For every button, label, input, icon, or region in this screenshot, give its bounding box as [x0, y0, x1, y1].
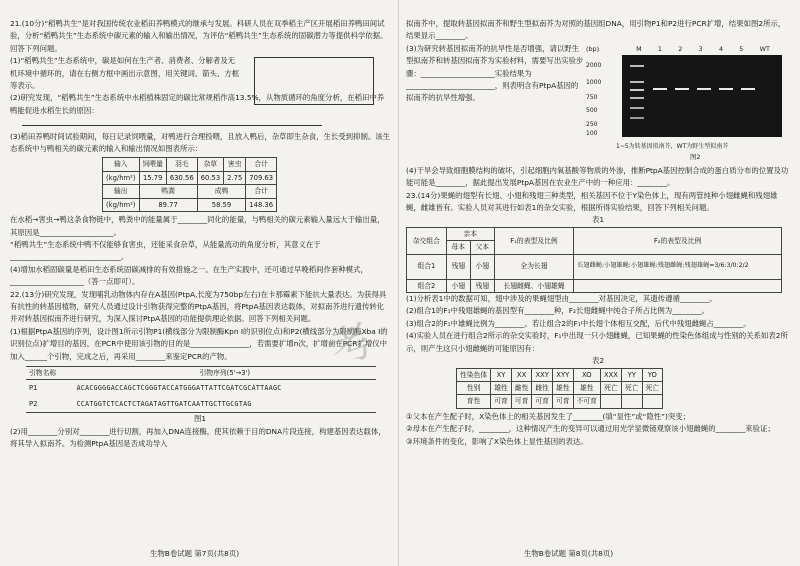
q22-intro: 22.(13分)研究发现，发现哺乳动物体内存在A基因(PtpA,长度为750bp左右)在卡那霉素下能抗大量表达。为获得具有抗性的转基因植物，研究人员通过设计引物获得完整的PtpA基因，将PtpA基因表达载体，对拟南芥进行遗传转化并对转基因拟南芥进行研究，为深入探讨PtpA基因的功能提供理论依据。回答下列相关问题。	[10, 289, 387, 324]
gel-figure	[586, 43, 790, 165]
t2-h-parent: 亲本	[446, 227, 494, 240]
t2-r1-4: 长翅雌蝇:小翅雄蝇:小翅雄蝇:残翅雌蝇:残翅雄蝇=3/6:3/0:2/2	[574, 254, 782, 279]
t3-r2-3: 雌性	[532, 381, 553, 394]
t2-r1-0: 组合1	[407, 254, 447, 279]
r-cont3: (4)干旱会导致细胞膜结构的破坏，引起细胞内氧基酸等物质的外渗，推断PtpA基因控制合成的蛋白质分布的位置及功能可能是________，据此提出发展PtpA基因在农业生产中的一种应用：________。	[406, 165, 789, 188]
sex-chromosome-table	[456, 368, 663, 409]
t2-r2-2: 残翅	[470, 279, 494, 292]
t2-h-mother: 母本	[446, 241, 470, 254]
t3-r1-3: XXY	[532, 368, 553, 381]
left-page	[10, 18, 390, 451]
page-fold	[398, 0, 399, 566]
lane-label-wt: WT	[759, 44, 770, 53]
t1-h3: 杂草	[197, 158, 223, 171]
t3-r1-0: 性染色体	[457, 368, 491, 381]
t3-r3-4: 可育	[552, 395, 573, 408]
t2-r2-4	[574, 279, 782, 292]
q21-part3b: 在水稻→害虫→鸭这条食物链中，鸭粪中的能量属于________同化的能量，与鸭相关的碳元素输入量远大于输出量，其原因是____________________。	[10, 215, 385, 237]
marker-500: 500	[586, 107, 598, 115]
lane-label-m: M	[636, 44, 642, 53]
t3-r3-3: 可育	[532, 395, 553, 408]
t3-r3-6	[600, 395, 621, 408]
marker-2000: 2000	[586, 61, 602, 69]
t1-out-h1: 鸭粪	[139, 185, 197, 198]
table3-label: 表2	[591, 356, 605, 366]
t2-h-f2: F₂的表型及比例	[574, 227, 782, 254]
t3-r3-7	[621, 395, 642, 408]
t2-r1-2: 小翅	[470, 254, 494, 279]
watermark: 考	[324, 314, 380, 375]
t1-r1-2: 60.53	[197, 171, 223, 184]
q21-part2: (2)研究发现，“稻鸭共生”生态系统中水稻植株固定的碳比常规稻作高13.5%，从物质循环的角度分析，在稻田中养鸭能促进水稻生长的原因：	[10, 93, 385, 115]
t3-r3-1: 可育	[491, 395, 512, 408]
primer-table	[26, 366, 376, 413]
t2-r1-1: 残翅	[446, 254, 470, 279]
gel-unit: (bp)	[586, 44, 600, 53]
fig2-label: 图2	[690, 152, 701, 161]
t3-r2-7: 死亡	[621, 381, 642, 394]
lane-label-5: 5	[739, 44, 744, 53]
primer-p2-seq: CCATGGTCTCACTCTAGATAGTTGATCAATTGCTTGCGTAG	[74, 396, 376, 413]
q23-part4c: ③环境条件的变化，影响了X染色体上显性基因的表达。	[406, 436, 588, 446]
t3-r1-6: XXX	[600, 368, 621, 381]
marker-100: 100	[586, 130, 598, 138]
t1-r1-4: 709.63	[246, 171, 277, 184]
q23-part4b: ②母本在产生配子时，________，这种情况产生的变异可以通过用光学显微镜观察该小翅雌蝇的________来验证；	[406, 424, 775, 434]
q23-intro: 23.(14分)果蝇的翅型有长翅、小翅和残翅三种类型，相关基因不位于Y染色体上，现有两管纯种小翅雌蝇和残翅雄蝇，雌雄皆有。实验人员对其进行如表1的杂交实验，根据所得实验结果，回答下列相关问题。	[406, 190, 778, 213]
t2-h-father: 父本	[470, 241, 494, 254]
q21-part3c: “稻鸭共生”生态系统中鸭不仅能够食害虫，还能采食杂草，从能量流动的角度分析，其意义在于______________________________。	[10, 239, 321, 262]
t3-r2-5: 雄性	[573, 381, 600, 394]
marker-750: 750	[586, 93, 598, 101]
left-footer: 生物B卷试题 第7页(共8页)	[150, 549, 240, 558]
q21-part4: (4)增加水稻固碳量是稻田生态系统固碳减排的有效措施之一。在生产实践中，还可通过早晚稻间作套种模式，____________________（答一点即可）。	[10, 264, 368, 287]
t1-r1-3: 2.75	[224, 171, 246, 184]
t3-r2-8: 死亡	[642, 381, 663, 394]
t3-r3-5: 不可育	[573, 395, 600, 408]
t1-r2-1: 58.59	[197, 198, 246, 211]
q21-answer-box[interactable]	[254, 57, 374, 105]
q23-part3: (3)组合2的F₁中雄蝇比例为________。若让组合2的F₁中长翅个体相互交配，后代中残翅雌蝇占________。	[406, 318, 751, 328]
t1-h4: 害虫	[224, 158, 246, 171]
t3-r1-5: XO	[573, 368, 600, 381]
t3-r1-8: YO	[642, 368, 663, 381]
marker-250: 250	[586, 120, 598, 128]
right-footer: 生物B卷试题 第8页(共8页)	[524, 549, 614, 558]
gel-image	[622, 55, 782, 137]
t1-h5: 合计	[246, 158, 277, 171]
q21-intro: 21.(10分)“稻鸭共生”是对我国传统农业稻田养鸭模式的继承与发展。科研人员在双季稻主产区开展稻田养鸭田间试验，分析“稻鸭共生”生态系统中碳元素的输入和输出情况，为评估“稻鸭共生”生态系统的固碳潜力等提供科学依据。回答下列问题。	[10, 19, 388, 53]
q23-part4a: ①父本在产生配子时，X染色体上的相关基因发生了________(填“显性”或“隐性”)突变；	[406, 411, 691, 421]
q22-part2: (2)用________分别对________进行切割，再加入DNA连接酶，使其依赖于目的DNA片段连接，构建基因表达载体，将其导入拟南芥。为检测PtpA基因是否成功导入	[10, 426, 386, 449]
t3-r1-2: XX	[511, 368, 532, 381]
right-page	[406, 18, 790, 448]
t1-r2-2: 148.36	[246, 198, 277, 211]
q23-part1: (1)分析表1中的数据可知，翅中涉及的果蝇翅型由________对基因决定，其遗传遵循________。	[406, 294, 717, 304]
t1-r1-1: 630.56	[166, 171, 197, 184]
primer-seq-header: 引物序列(5'→3')	[74, 366, 376, 379]
fig1-label: 图1	[193, 414, 207, 424]
t1-h0: 输入	[103, 158, 140, 171]
t1-out-h0: 输出	[103, 185, 140, 198]
cross-table	[406, 227, 782, 293]
gel-lane-labels	[628, 43, 778, 53]
t3-r3-8	[642, 395, 663, 408]
t1-out-h2: 成鸭	[197, 185, 246, 198]
t1-r1-0: 15.79	[139, 171, 166, 184]
table2-label: 表1	[591, 215, 605, 225]
t3-r2-6: 死亡	[600, 381, 621, 394]
primer-p2-name: P2	[26, 396, 74, 413]
gel-caption: 1~5为转基因拟南芥，WT为野生型拟南芥	[616, 142, 729, 150]
carbon-table	[102, 157, 277, 212]
q21-part2-blank[interactable]	[10, 117, 390, 130]
t3-r3-0: 育性	[457, 395, 491, 408]
r-cont2: (3)为研究转基因拟南芥的抗旱性是否增强，请以野生型拟南芥和转基因拟南芥为实验材料，需要写出实验步骤：____________________实验结果为________________________，则表明含有PtpA基因的拟南芥的抗旱性增强。	[406, 43, 584, 103]
t2-r2-0: 组合2	[407, 279, 447, 292]
q21-part3: (3)稻田养鸭时间试验期间，每日记录饲喂量，对鸭进行合理投喂，且放入鸭后，杂草即生杂食，生长受到抑制。该生态系统中与鸭相关的碳元素的输入和输出情况如图表所示：	[10, 131, 391, 154]
lane-label-2: 2	[678, 44, 683, 53]
t3-r1-4: XYY	[552, 368, 573, 381]
t1-out-h3: 合计	[246, 185, 277, 198]
t3-r2-2: 雌性	[511, 381, 532, 394]
t1-h2: 羽毛	[166, 158, 197, 171]
t1-unit2: (kg/hm²)	[103, 198, 140, 211]
primer-name-header: 引物名称	[26, 366, 74, 379]
lane-label-3: 3	[698, 44, 703, 53]
t3-r1-1: XY	[491, 368, 512, 381]
t3-r2-4: 雄性	[552, 381, 573, 394]
primer-p1-name: P1	[29, 384, 38, 393]
t3-r3-2: 可育	[511, 395, 532, 408]
t1-unit: (kg/hm²)	[103, 171, 140, 184]
r-cont1: 拟南芥中，提取转基因拟南芥和野生型拟南芥为对照的基因组DNA，用引物P1和P2进行PCR扩增，结果如图2所示，结果显示________。	[406, 19, 786, 41]
t1-h1: 饲喂量	[139, 158, 166, 171]
lane-label-1: 1	[657, 44, 662, 53]
q23-part4: (4)实验人员在进行组合2所示的杂交实验时，F₁中出现一只小翅雌蝇，已知果蝇的性染色体组成与性别的关系如表2所示，则产生这只小翅雌蝇的可能原因有：	[406, 331, 788, 353]
t2-h-f1: F₁的表型及比例	[494, 227, 573, 254]
marker-1000: 1000	[586, 79, 602, 87]
t2-r2-1: 小翅	[446, 279, 470, 292]
gel-marker-list	[586, 57, 601, 139]
t3-r2-1: 雄性	[491, 381, 512, 394]
lane-label-4: 4	[718, 44, 724, 53]
t3-r2-0: 性别	[457, 381, 491, 394]
t3-r1-7: YY	[621, 368, 642, 381]
q23-part2: (2)组合1的F₁中残翅雄蝇的基因型有________种，F₂长翅雌蝇中纯合子所占比例为________。	[406, 306, 710, 316]
t2-r1-3: 全为长翅	[494, 254, 573, 279]
primer-p1-seq: ACACGGGGACCAGCTCGGGTACCATGGGATTATTCGATCGCATTAAGC	[76, 384, 282, 393]
q22-part1: (1)根据PtpA基因的序列，设计图1所示引物P1(横线部分为限制酶Kpn I的识别位点)和P2(横线部分为限制酶Xba I的识别位点)扩增目的基因，在PCR中使用该引物的目的是________________，若需要扩增n次，扩增前在PCR扩增仪中加入______个引物，完成之后，再采用________来鉴定PCR的产物。	[10, 326, 388, 361]
t1-r2-0: 89.77	[139, 198, 197, 211]
t2-r2-3: 长翅雌蝇、小翅雄蝇	[494, 279, 573, 292]
q21-part1: (1)“稻鸭共生”生态系统中，碳是如何在生产者、消费者、分解者及无机环境中循环的，请在右侧方框中画出示意图，用关键词、箭头、方框等表示。	[10, 56, 240, 91]
t2-h-cross: 杂交组合	[407, 227, 447, 254]
